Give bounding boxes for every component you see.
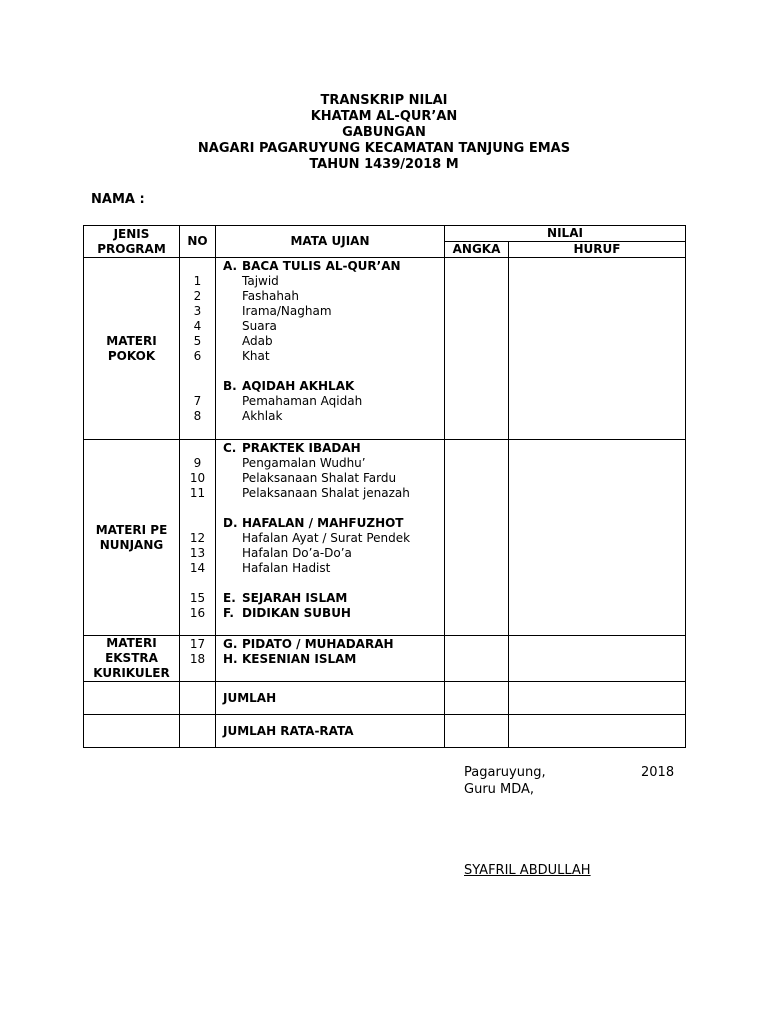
subject-item: Pemahaman Aqidah <box>242 394 363 408</box>
section-letter: F. <box>223 606 234 620</box>
subject-item: Irama/Nagham <box>242 304 332 318</box>
title-line: GABUNGAN <box>342 125 426 140</box>
angka-cell <box>445 715 509 748</box>
program-label: MATERI POKOK <box>84 258 180 440</box>
angka-cell <box>445 258 509 440</box>
item-number: 6 <box>193 349 202 363</box>
item-number: 10 <box>189 471 206 485</box>
section-letter: H. <box>223 652 238 666</box>
subject-item: Pelaksanaan Shalat jenazah <box>242 486 410 500</box>
section-letter: D. <box>223 516 238 530</box>
section-title: SEJARAH ISLAM <box>242 591 348 605</box>
mata-ujian-cell <box>216 258 445 440</box>
subject-item: Pelaksanaan Shalat Fardu <box>242 471 397 485</box>
section-letter: G. <box>223 637 238 651</box>
mata-ujian-cell <box>216 636 445 682</box>
header-huruf: HURUF <box>509 242 686 258</box>
title-line: NAGARI PAGARUYUNG KECAMATAN TANJUNG EMAS <box>197 141 571 156</box>
empty-cell <box>180 715 216 748</box>
jumlah-row <box>84 682 686 715</box>
spacer <box>216 501 444 516</box>
section-letter: B. <box>223 379 237 393</box>
item-number: 3 <box>193 304 202 318</box>
item-number <box>180 364 215 379</box>
item-number: 9 <box>193 456 202 470</box>
mata-ujian-cell <box>216 440 445 636</box>
subject-item: Khat <box>242 349 270 363</box>
signature-year: 2018 <box>641 765 675 780</box>
section-letter: C. <box>223 441 237 455</box>
header-no: NO <box>180 226 216 258</box>
subject-item: Hafalan Hadist <box>242 561 331 575</box>
subject-item: Akhlak <box>242 409 283 423</box>
title-line: TAHUN 1439/2018 M <box>309 157 459 172</box>
item-number: 2 <box>193 289 202 303</box>
signature-role: Guru MDA, <box>464 782 535 797</box>
title-line: TRANSKRIP NILAI <box>320 93 448 108</box>
section-heading <box>216 606 444 621</box>
item-number <box>180 576 215 591</box>
section-title: HAFALAN / MAHFUZHOT <box>242 516 404 530</box>
subject-item: Tajwid <box>242 274 279 288</box>
subject-item: Pengamalan Wudhu’ <box>242 456 366 470</box>
item-number <box>180 501 215 516</box>
item-number: 1 <box>193 274 202 288</box>
group-row-materi-ekstra <box>84 636 686 682</box>
spacer <box>216 576 444 591</box>
huruf-cell <box>509 258 686 440</box>
subject-item: Hafalan Do’a-Do’a <box>242 546 352 560</box>
subject-item: Fashahah <box>242 289 299 303</box>
jumlah-label: JUMLAH <box>216 682 445 715</box>
section-heading <box>216 259 444 274</box>
item-number: 16 <box>189 606 206 620</box>
subject-item: Hafalan Ayat / Surat Pendek <box>242 531 411 545</box>
transcript-table <box>83 225 686 748</box>
subject-item: Suara <box>242 319 277 333</box>
group-row-materi-penunjang <box>84 440 686 636</box>
header-nilai: NILAI <box>445 226 686 242</box>
section-title: PRAKTEK IBADAH <box>242 441 361 455</box>
empty-cell <box>84 715 180 748</box>
angka-cell <box>445 682 509 715</box>
header-angka: ANGKA <box>445 242 509 258</box>
item-number: 13 <box>189 546 206 560</box>
item-number <box>180 259 215 274</box>
document-title <box>0 93 768 173</box>
section-letter: E. <box>223 591 236 605</box>
spacer <box>216 364 444 379</box>
item-number: 4 <box>193 319 202 333</box>
item-number: 5 <box>193 334 202 348</box>
section-heading <box>216 379 444 394</box>
no-cell <box>180 636 216 682</box>
header-mata-ujian: MATA UJIAN <box>216 226 445 258</box>
section-title: AQIDAH AKHLAK <box>242 379 355 393</box>
section-heading <box>216 591 444 606</box>
section-heading <box>216 652 444 667</box>
section-title: BACA TULIS AL-QUR’AN <box>242 259 401 273</box>
empty-cell <box>180 682 216 715</box>
signature-block <box>464 764 675 798</box>
rata-rata-label: JUMLAH RATA-RATA <box>216 715 445 748</box>
header-jenis-program: JENIS PROGRAM <box>84 226 180 258</box>
huruf-cell <box>509 682 686 715</box>
section-title: DIDIKAN SUBUH <box>242 606 351 620</box>
title-line: KHATAM AL-QUR’AN <box>310 109 458 124</box>
item-number <box>180 441 215 456</box>
group-row-materi-pokok <box>84 258 686 440</box>
item-number <box>180 379 215 394</box>
signature-name: SYAFRIL ABDULLAH <box>464 863 591 878</box>
signature-place: Pagaruyung, <box>464 765 546 780</box>
subject-item: Adab <box>242 334 273 348</box>
no-cell <box>180 258 216 440</box>
item-number: 8 <box>193 409 202 423</box>
huruf-cell <box>509 440 686 636</box>
item-number: 12 <box>189 531 206 545</box>
program-label: MATERI PENUNJANG <box>84 440 180 636</box>
section-title: KESENIAN ISLAM <box>242 652 357 666</box>
section-heading <box>216 441 444 456</box>
program-label: MATERI EKSTRA KURIKULER <box>84 636 180 682</box>
item-number: 17 <box>189 637 206 651</box>
section-title: PIDATO / MUHADARAH <box>242 637 394 651</box>
huruf-cell <box>509 715 686 748</box>
angka-cell <box>445 440 509 636</box>
item-number: 11 <box>189 486 206 500</box>
rata-rata-row <box>84 715 686 748</box>
angka-cell <box>445 636 509 682</box>
no-cell <box>180 440 216 636</box>
section-heading <box>216 637 444 652</box>
nama-label: NAMA : <box>91 192 145 207</box>
item-number: 14 <box>189 561 206 575</box>
item-number <box>180 516 215 531</box>
section-heading <box>216 516 444 531</box>
empty-cell <box>84 682 180 715</box>
item-number: 15 <box>189 591 206 605</box>
section-letter: A. <box>223 259 238 273</box>
huruf-cell <box>509 636 686 682</box>
item-number: 18 <box>189 652 206 666</box>
item-number: 7 <box>193 394 202 408</box>
